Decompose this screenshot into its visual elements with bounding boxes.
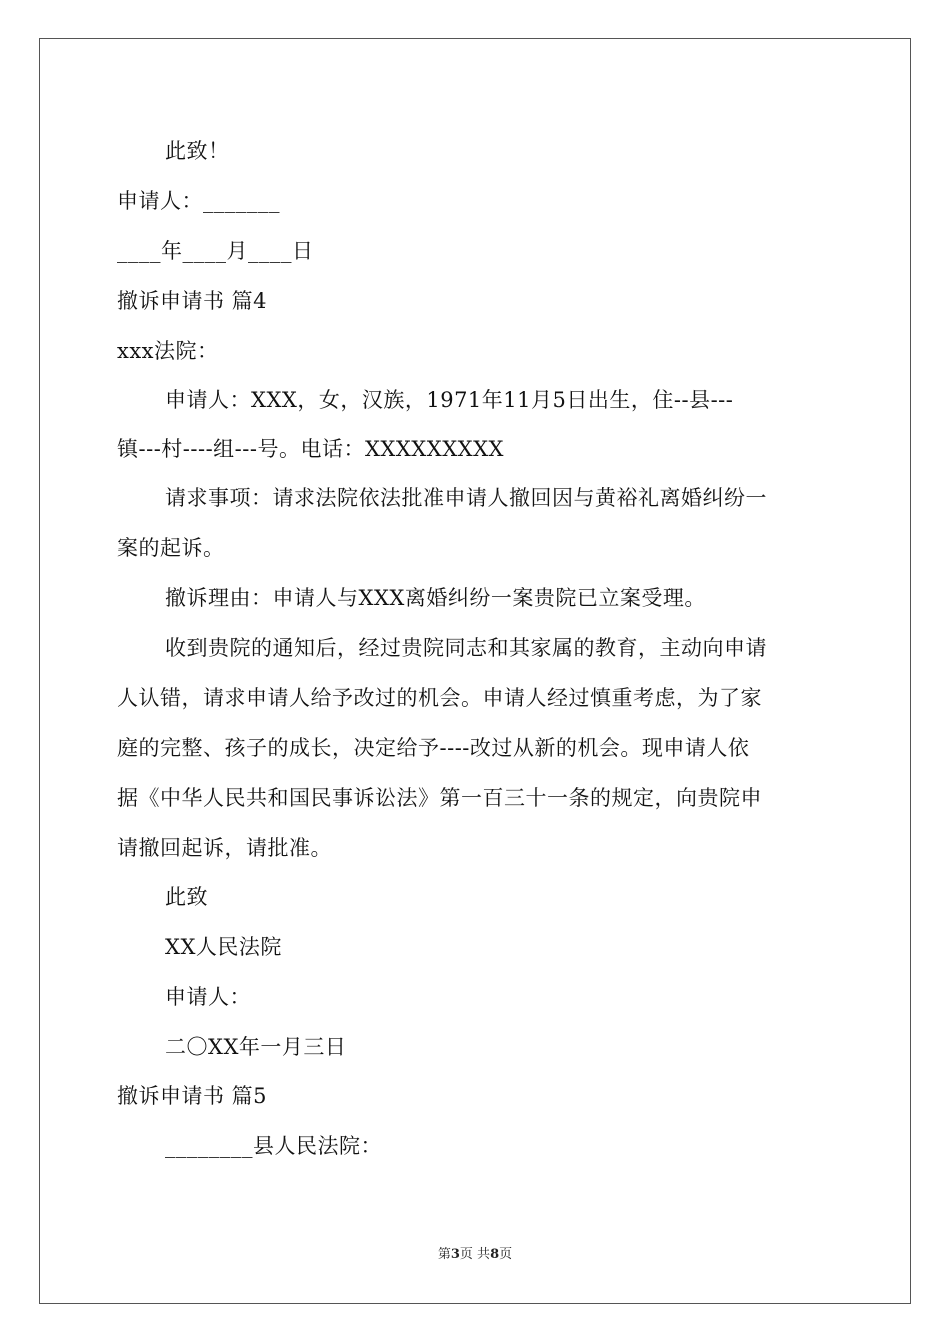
applicant-info-line-2: 镇---村----组---号。电话：XXXXXXXXX (117, 437, 505, 461)
document-date: 二〇XX年一月三日 (165, 1035, 347, 1059)
page-footer (0, 1246, 950, 1264)
footer-suffix: 页 (499, 1247, 513, 1262)
total-page-number: 8 (490, 1247, 500, 1262)
applicant-label: 申请人： (165, 985, 251, 1009)
body-paragraph-line-2: 人认错，请求申请人给予改过的机会。申请人经过慎重考虑，为了家 (117, 686, 762, 710)
body-paragraph-line-4: 据《中华人民共和国民事诉讼法》第一百三十一条的规定，向贵院申 (117, 786, 762, 810)
recipient-court: XX人民法院 (165, 935, 282, 959)
applicant-signature-line: 申请人：_______ (117, 189, 280, 213)
page-border (39, 38, 911, 1304)
body-paragraph-line-5: 请撤回起诉，请批准。 (117, 836, 332, 860)
reason-line: 撤诉理由：申请人与XXX离婚纠纷一案贵院已立案受理。 (165, 586, 706, 610)
body-paragraph-line-3: 庭的完整、孩子的成长，决定给予----改过从新的机会。现申请人依 (117, 736, 750, 760)
request-line-2: 案的起诉。 (117, 536, 225, 560)
footer-middle: 页 共 (459, 1247, 491, 1262)
county-court-addressee: ________县人民法院： (165, 1134, 382, 1158)
closing-salutation-2: 此致 (165, 885, 208, 909)
current-page-number: 3 (450, 1247, 460, 1262)
date-blank-line: ____年____月____日 (117, 239, 314, 263)
court-addressee: xxx法院： (117, 339, 219, 363)
body-paragraph-line-1: 收到贵院的通知后，经过贵院同志和其家属的教育，主动向申请 (165, 636, 767, 660)
section-heading-5: 撤诉申请书 篇5 (117, 1084, 268, 1108)
request-line-1: 请求事项：请求法院依法批准申请人撤回因与黄裕礼离婚纠纷一 (165, 486, 767, 510)
section-heading-4: 撤诉申请书 篇4 (117, 289, 268, 313)
footer-prefix: 第 (437, 1247, 451, 1262)
closing-salutation: 此致！ (165, 139, 230, 163)
applicant-info-line-1: 申请人：XXX，女，汉族，1971年11月5日出生，住--县--- (165, 388, 734, 412)
